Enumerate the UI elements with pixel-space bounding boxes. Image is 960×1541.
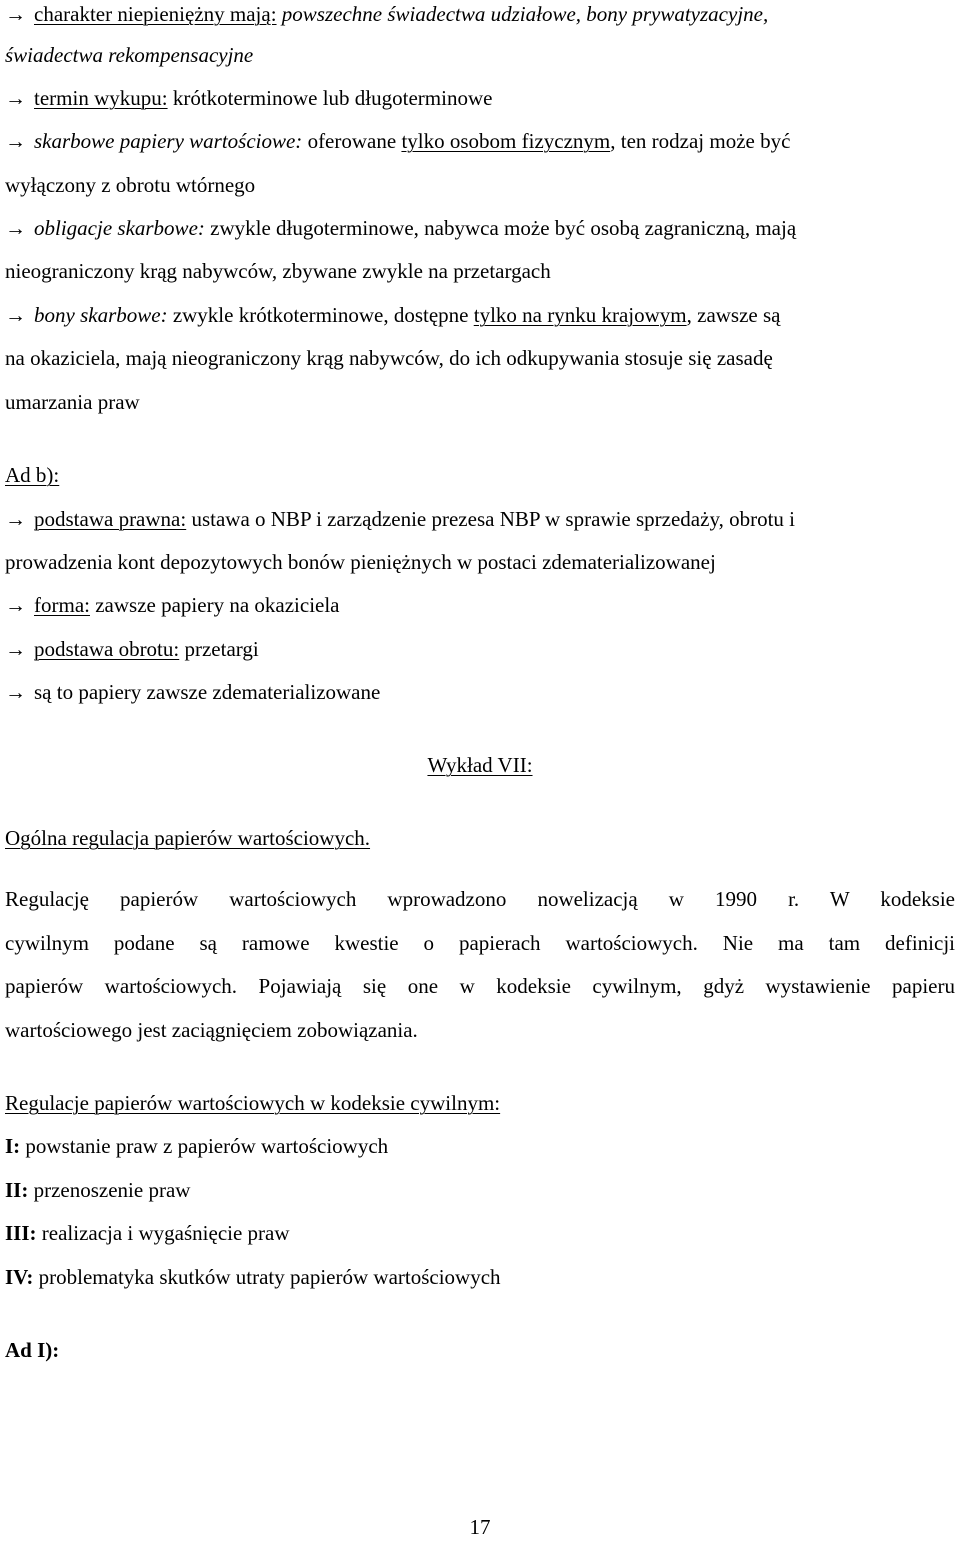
- lecture-title: Wykład VII:: [427, 753, 533, 777]
- line-podstawa-obrotu: [5, 635, 259, 663]
- line-bony: [5, 301, 781, 329]
- term-text: zwykle długoterminowe, nabywca może być osobą zagraniczną, mają: [204, 216, 797, 240]
- term-label: charakter niepieniężny mają:: [34, 2, 277, 26]
- term-text: ustawa o NBP i zarządzenie prezesa NBP w sprawie sprzedaży, obrotu i: [186, 507, 795, 531]
- term-text: , zawsze są: [686, 303, 781, 327]
- arrow-icon: →: [5, 129, 26, 153]
- list-item-text: przenoszenie praw: [28, 1178, 191, 1202]
- line-charakter: [5, 0, 768, 28]
- line-zdematerializowane: [5, 678, 380, 706]
- list-item: [5, 1132, 388, 1160]
- line-podstawa-prawna: [5, 505, 795, 533]
- paragraph-line: Regulację papierów wartościowych wprowadzono nowelizacją w 1990 r. W kodeksie: [5, 887, 955, 911]
- arrow-icon: →: [5, 507, 26, 531]
- line-obligacje: [5, 214, 796, 242]
- arrow-icon: →: [5, 2, 26, 26]
- line-continuation: świadectwa rekompensacyjne: [5, 43, 254, 67]
- arrow-icon: →: [5, 303, 26, 327]
- underlined-phrase: tylko osobom fizycznym: [401, 129, 611, 153]
- section-heading-ad-i: Ad I):: [5, 1338, 60, 1362]
- term-text: , ten rodzaj może być: [610, 129, 791, 153]
- list-item: [5, 1219, 290, 1247]
- term-label: obligacje skarbowe:: [34, 216, 205, 240]
- lecture-title-row: [5, 751, 955, 779]
- term-label: skarbowe papiery wartościowe:: [34, 129, 303, 153]
- term-text: przetargi: [179, 637, 259, 661]
- arrow-icon: →: [5, 216, 26, 240]
- list-item-number: IV:: [5, 1265, 34, 1289]
- list-item-number: I:: [5, 1134, 21, 1158]
- line-continuation: na okaziciela, mają nieograniczony krąg nabywców, do ich odkupywania stosuje się zasadę: [5, 346, 773, 370]
- line-continuation: nieograniczony krąg nabywców, zbywane zwykle na przetargach: [5, 259, 551, 283]
- line-forma: [5, 591, 340, 619]
- term-label: forma:: [34, 593, 90, 617]
- arrow-icon: →: [5, 680, 26, 704]
- underlined-phrase: tylko na rynku krajowym: [473, 303, 687, 327]
- term-text: krótkoterminowe lub długoterminowe: [167, 86, 493, 110]
- term-text: oferowane: [302, 129, 402, 153]
- term-label: bony skarbowe:: [34, 303, 168, 327]
- paragraph-line: wartościowego jest zaciągnięciem zobowiązania.: [5, 1018, 418, 1042]
- section-heading-ad-b: Ad b):: [5, 463, 60, 487]
- paragraph-line: cywilnym podane są ramowe kwestie o papierach wartościowych. Nie ma tam definicji: [5, 931, 955, 955]
- term-text: powszechne świadectwa udziałowe, bony prywatyzacyjne,: [276, 2, 769, 26]
- line-skarbowe: [5, 127, 790, 155]
- list-item-text: powstanie praw z papierów wartościowych: [20, 1134, 389, 1158]
- arrow-icon: →: [5, 593, 26, 617]
- term-label: podstawa prawna:: [34, 507, 187, 531]
- term-text: są to papiery zawsze zdematerializowane: [34, 680, 381, 704]
- term-label: termin wykupu:: [34, 86, 168, 110]
- term-label: podstawa obrotu:: [34, 637, 180, 661]
- list-item: [5, 1263, 501, 1291]
- section-heading-general: Ogólna regulacja papierów wartościowych.: [5, 826, 371, 850]
- arrow-icon: →: [5, 637, 26, 661]
- term-text: zawsze papiery na okaziciela: [89, 593, 340, 617]
- list-item-text: problematyka skutków utraty papierów wartościowych: [33, 1265, 501, 1289]
- line-continuation: umarzania praw: [5, 390, 140, 414]
- line-termin: [5, 84, 492, 112]
- list-item-number: II:: [5, 1178, 29, 1202]
- page-number: 17: [469, 1515, 491, 1539]
- line-continuation: prowadzenia kont depozytowych bonów pieniężnych w postaci zdematerializowanej: [5, 550, 716, 574]
- line-continuation: wyłączony z obrotu wtórnego: [5, 173, 256, 197]
- list-item-text: realizacja i wygaśnięcie praw: [36, 1221, 290, 1245]
- term-text: zwykle krótkoterminowe, dostępne: [167, 303, 474, 327]
- list-item: [5, 1176, 190, 1204]
- list-item-number: III:: [5, 1221, 37, 1245]
- paragraph-line: papierów wartościowych. Pojawiają się one w kodeksie cywilnym, gdyż wystawienie papieru: [5, 974, 955, 998]
- arrow-icon: →: [5, 86, 26, 110]
- section-heading-regulations: Regulacje papierów wartościowych w kodeksie cywilnym:: [5, 1091, 501, 1115]
